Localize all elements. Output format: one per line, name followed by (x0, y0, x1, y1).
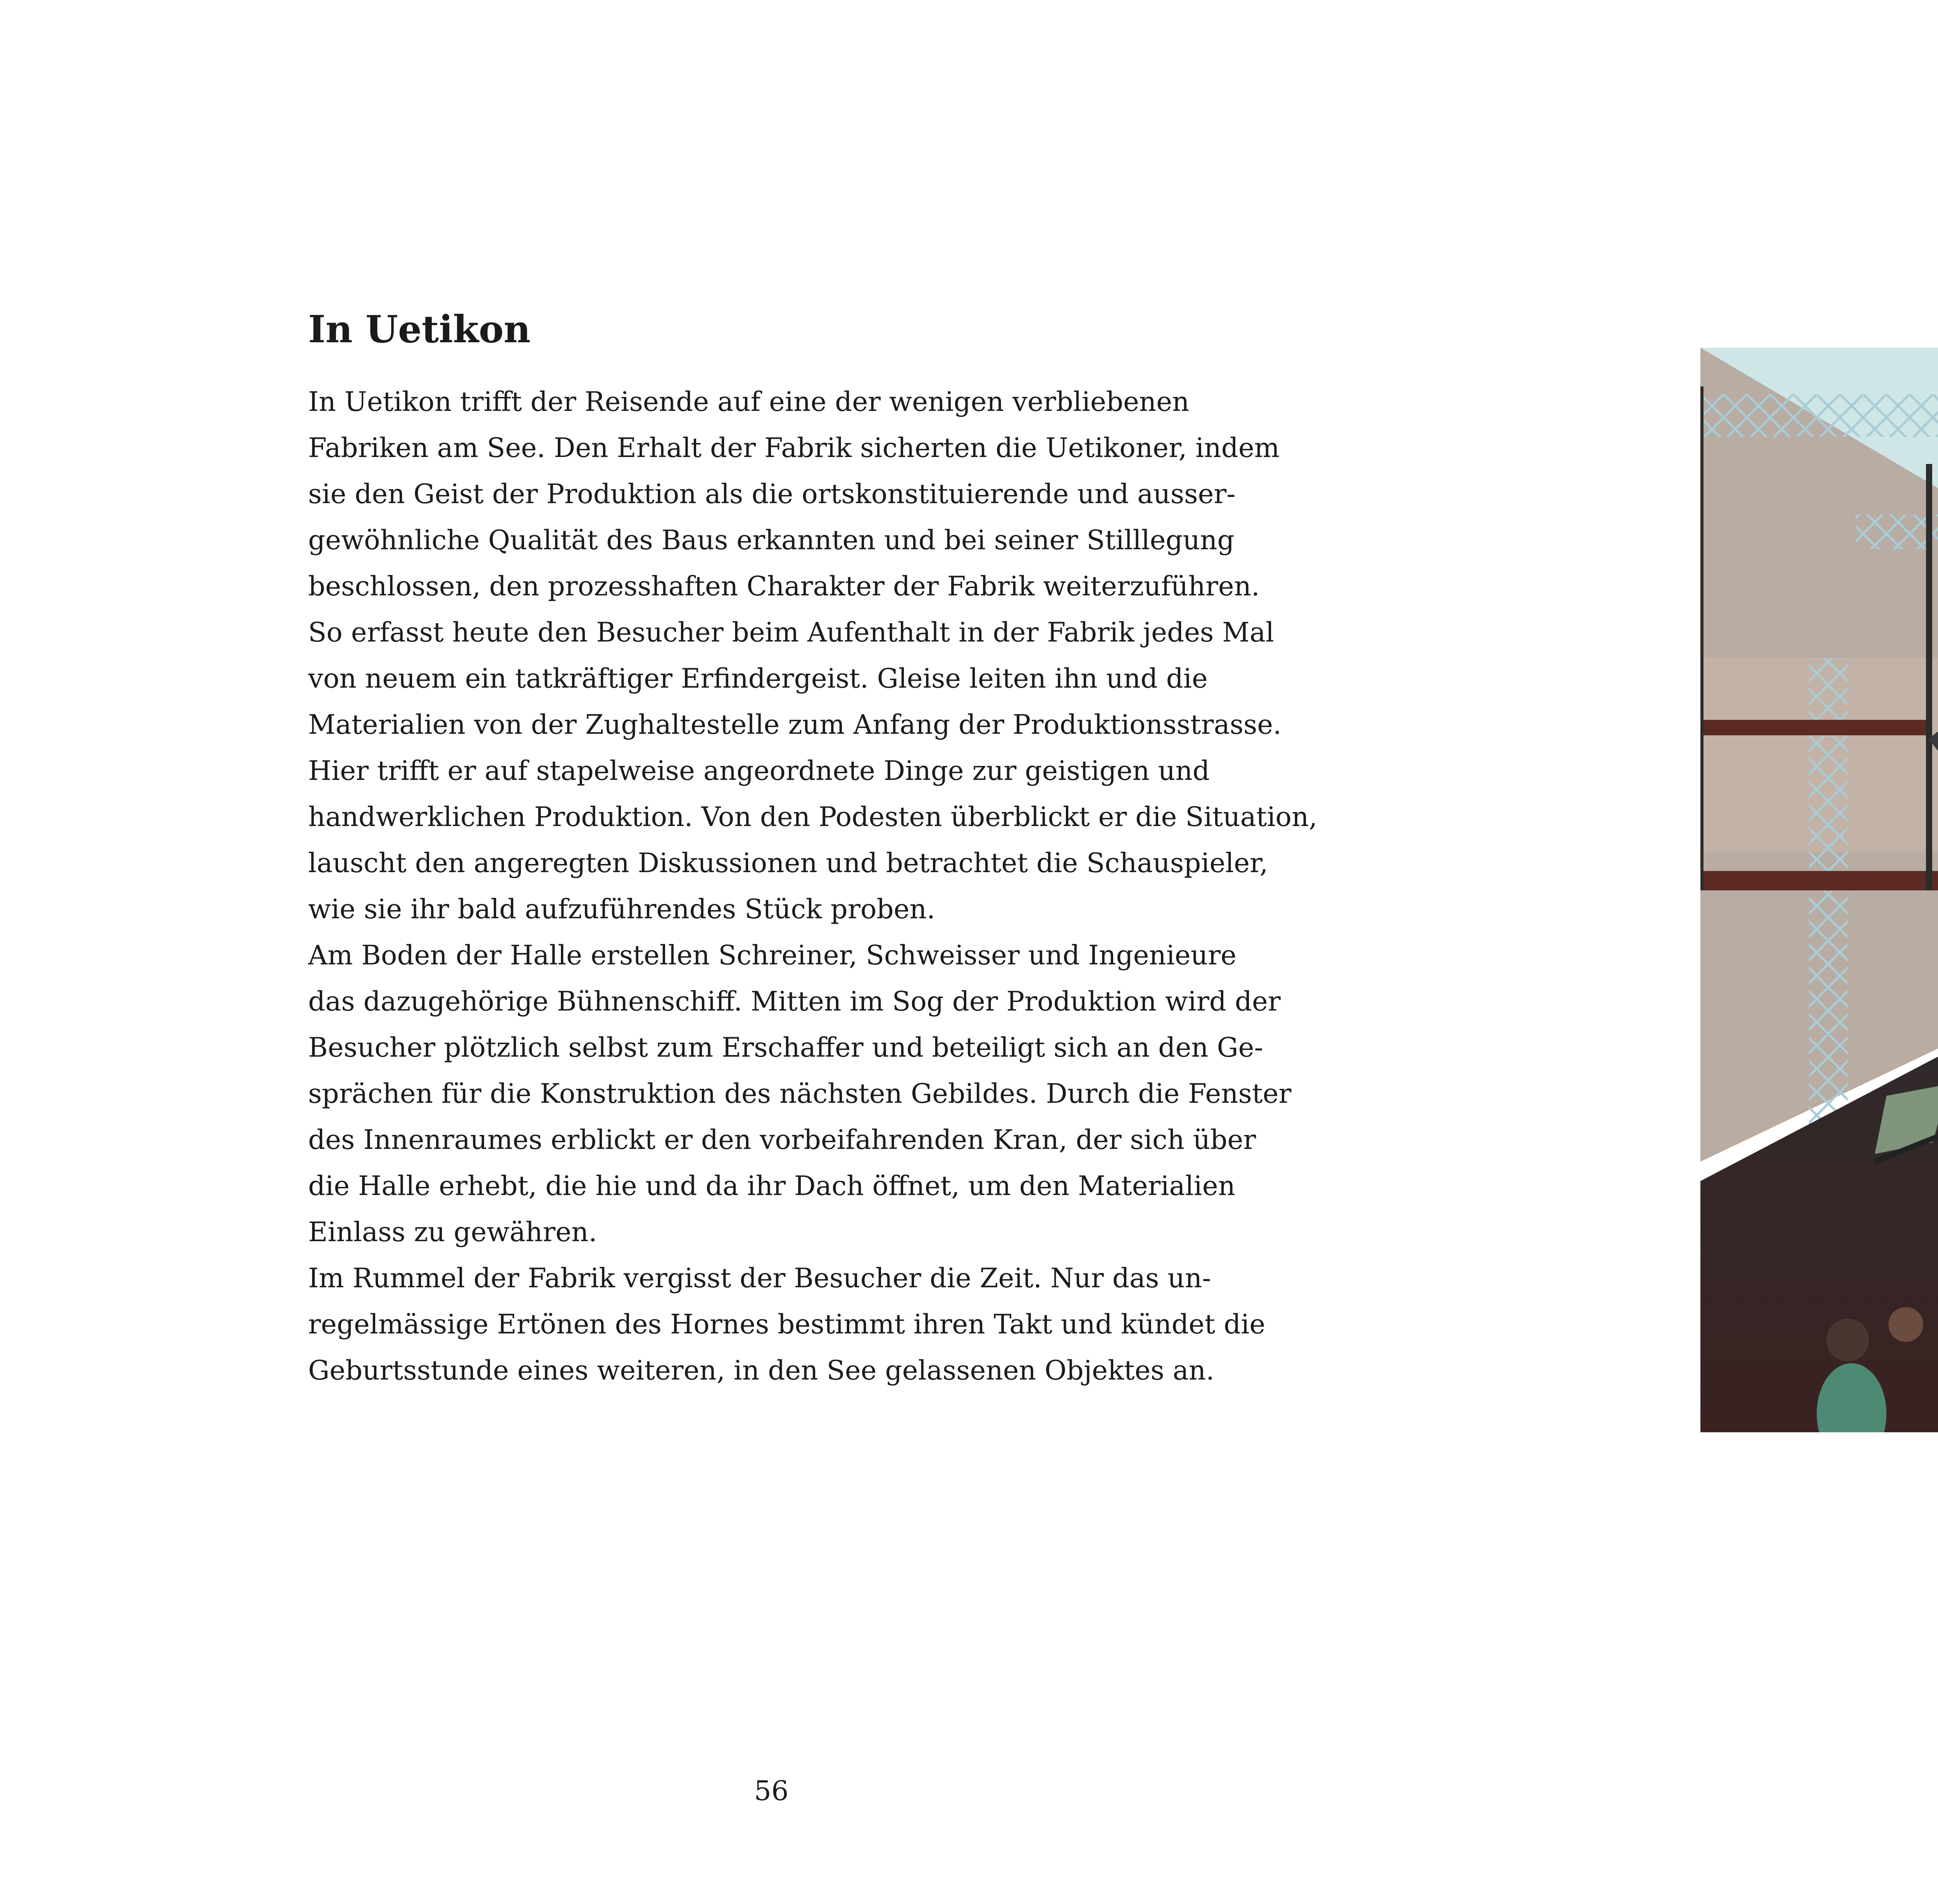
body-line: Im Rummel der Fabrik vergisst der Besucher die Zeit. Nur das un- (308, 1263, 1211, 1294)
body-line: regelmässige Ertönen des Hornes bestimmt ihren Takt und kündet die (308, 1309, 1266, 1340)
body-line: So erfasst heute den Besucher beim Aufenthalt in der Fabrik jedes Mal (308, 617, 1274, 648)
section-heading: In Uetikon (308, 307, 531, 351)
body-line: Am Boden der Halle erstellen Schreiner, Schweisser und Ingenieure (308, 940, 1237, 971)
page-number-left: 56 (754, 1775, 789, 1807)
body-line: die Halle erhebt, die hie und da ihr Dach öffnet, um den Materialien (308, 1171, 1236, 1202)
body-line: Fabriken am See. Den Erhalt der Fabrik sicherten die Uetikoner, indem (308, 433, 1280, 464)
body-line: lauscht den angeregten Diskussionen und betrachtet die Schauspieler, (308, 848, 1268, 879)
body-line: sie den Geist der Produktion als die ortskonstituierende und ausser- (308, 479, 1236, 510)
body-line: handwerklichen Produktion. Von den Podesten überblickt er die Situation, (308, 802, 1317, 833)
body-line: wie sie ihr bald aufzuführendes Stück proben. (308, 894, 935, 925)
body-line: Einlass zu gewähren. (308, 1217, 597, 1248)
body-line: Hier trifft er auf stapelweise angeordnete Dinge zur geistigen und (308, 755, 1210, 786)
body-line: des Innenraumes erblickt er den vorbeifahrenden Kran, der sich über (308, 1124, 1256, 1156)
body-line: beschlossen, den prozesshaften Charakter der Fabrik weiterzuführen. (308, 571, 1260, 602)
body-line: gewöhnliche Qualität des Baus erkannten und bei seiner Stilllegung (308, 525, 1235, 556)
factory-hall-illustration (1700, 348, 1938, 1432)
body-line: Geburtsstunde eines weiteren, in den See gelassenen Objektes an. (308, 1355, 1215, 1386)
body-line: In Uetikon trifft der Reisende auf eine der wenigen verbliebenen (308, 386, 1190, 417)
body-line: von neuem ein tatkräftiger Erfindergeist. Gleise leiten ihn und die (308, 663, 1208, 694)
body-line: das dazugehörige Bühnenschiff. Mitten im Sog der Produktion wird der (308, 986, 1281, 1017)
body-line: Besucher plötzlich selbst zum Erschaffer und beteiligt sich an den Ge- (308, 1032, 1263, 1063)
body-line: Materialien von der Zughaltestelle zum Anfang der Produktionsstrasse. (308, 709, 1282, 740)
body-text (308, 379, 1393, 1394)
body-line: sprächen für die Konstruktion des nächsten Gebildes. Durch die Fenster (308, 1078, 1291, 1109)
